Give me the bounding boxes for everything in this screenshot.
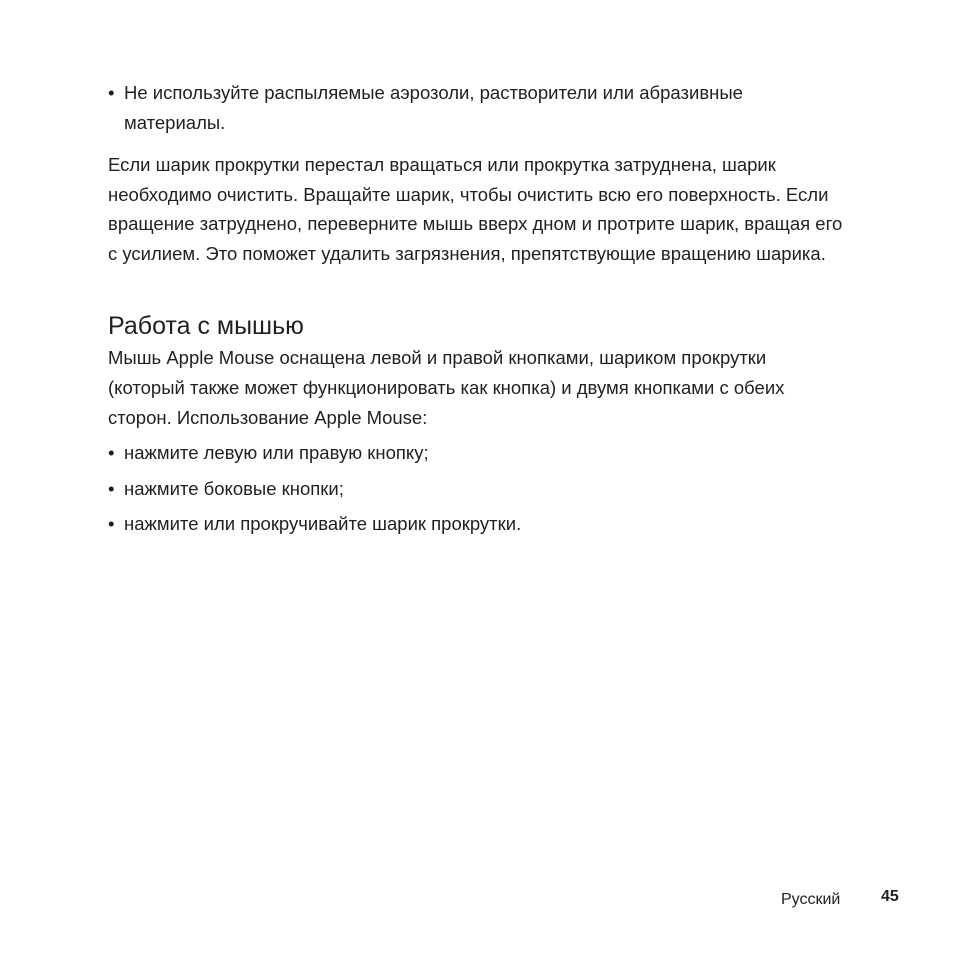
page-number: 45: [881, 888, 899, 905]
bullet-mark: •: [108, 442, 115, 464]
bullet-mark: •: [108, 477, 115, 499]
page-content: [108, 78, 848, 545]
list-item-text: нажмите боковые кнопки;: [124, 477, 344, 499]
section-paragraph: Мышь Apple Mouse оснащена левой и правой кнопками, шариком прокрутки (который также может функционировать как кнопка) и двумя кнопками с обеих сторон. Использование Apple Mouse:: [108, 347, 785, 428]
list-item: [108, 474, 848, 504]
list-item: [108, 438, 848, 468]
list-item-text: нажмите левую или правую кнопку;: [124, 442, 429, 464]
list-item-text: нажмите или прокручивайте шарик прокрутки.: [124, 513, 522, 535]
list-item: [108, 509, 848, 539]
bullet-text: Не используйте распыляемые аэрозоли, растворители или абразивные материалы.: [124, 82, 743, 133]
bullet-mark: •: [108, 82, 115, 103]
bullet-item-no-aerosols: [108, 78, 848, 138]
bullet-mark: •: [108, 513, 115, 535]
cleaning-paragraph: Если шарик прокрутки перестал вращаться или прокрутка затруднена, шарик необходимо очистить. Вращайте шарик, чтобы очистить всю его поверхность. Если вращение затруднено, переверните мышь вверх дном и протрите шарик, вращая его с усилием. Это поможет удалить загрязнения, препятствующие вращению шарика.: [108, 154, 843, 264]
section-heading: Работа с мышью: [108, 312, 304, 341]
footer-language: Русский: [781, 891, 841, 908]
usage-list: [108, 438, 848, 539]
